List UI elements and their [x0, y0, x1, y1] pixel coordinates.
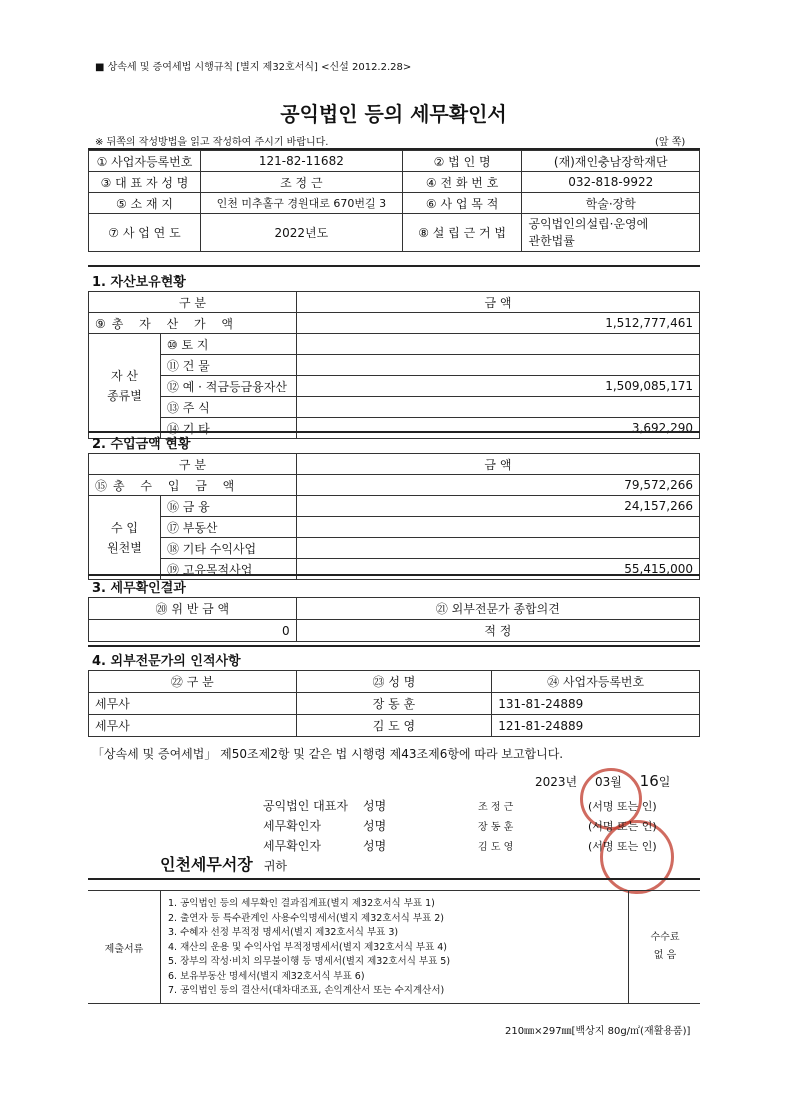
report-text: 「상속세 및 증여세법」 제50조제2항 및 같은 법 시행령 제43조제6항에 따라 보고합니다.: [92, 747, 564, 761]
signer-row: 공익법인 대표자 성명 조 정 근 (서명 또는 인): [263, 799, 657, 813]
expert-name: 김 도 영: [296, 715, 492, 737]
asset-col-type: 구 분: [89, 292, 297, 313]
corp-name-label: ② 법 인 명: [402, 151, 522, 172]
attachment-item: 7. 공익법인 등의 결산서(대차대조표, 손익계산서 또는 수지계산서): [168, 985, 445, 996]
fee-label: 수수료: [650, 932, 680, 943]
corp-name-value: (재)재인충남장학재단: [522, 151, 700, 172]
address-label: ⑤ 소 재 지: [89, 193, 201, 214]
income-col-type: 구 분: [89, 454, 297, 475]
signer-row: 세무확인자 성명 김 도 영 (서명 또는 인): [263, 839, 657, 853]
attachment-item: 2. 출연자 등 특수관계인 사용수익명세서(별지 제32호서식 부표 2): [168, 912, 444, 924]
paper-spec-footer: 210㎜×297㎜[백상지 80g/㎡(재활용품)]: [505, 1026, 691, 1037]
basic-info-table: [88, 150, 700, 252]
attachment-item: 4. 재산의 운용 및 수익사업 부적정명세서(별지 제32호서식 부표 4): [168, 941, 448, 953]
reg-no-label: ① 사업자등록번호: [89, 151, 201, 172]
income-col-amount: 금 액: [296, 454, 699, 475]
recipient: 인천세무서장 귀하: [160, 855, 288, 874]
rep-value: 조 정 근: [200, 172, 402, 193]
address-value: 인천 미추홀구 경원대로 670번길 3: [200, 193, 402, 214]
attachments-label: 제출서류: [88, 891, 161, 1003]
expert-type: 세무사: [89, 693, 297, 715]
expert-type: 세무사: [89, 715, 297, 737]
instruction: ※ 뒤쪽의 작성방법을 읽고 작성하여 주시기 바랍니다.: [95, 137, 329, 148]
asset-row-label: ⑫ 예 · 적금등금융자산: [160, 376, 296, 397]
attachment-item: 1. 공익법인 등의 세무확인 결과집계표(별지 제32호서식 부표 1): [168, 898, 435, 909]
basis-value: 공익법인의설립·운영에 관한법률: [522, 214, 700, 252]
tel-value: 032-818-9922: [522, 172, 700, 193]
income-row-value: [296, 517, 699, 538]
opinion-label: ㉑ 외부전문가 종합의견: [296, 598, 699, 620]
income-row-label: ⑯ 금 융: [160, 496, 296, 517]
attachment-item: 6. 보유부동산 명세서(별지 제32호서식 부표 6): [168, 970, 365, 982]
rep-label: ③ 대 표 자 성 명: [89, 172, 201, 193]
total-assets-label: ⑨총 자 산 가 액: [89, 313, 297, 334]
asset-row-value: [296, 334, 699, 355]
expert-col-type: ㉒ 구 분: [89, 671, 297, 693]
basis-label: ⑧ 설 립 근 거 법: [402, 214, 522, 252]
asset-table: [88, 291, 700, 439]
asset-col-amount: 금 액: [296, 292, 699, 313]
expert-table: [88, 670, 700, 737]
asset-row-label: ⑬ 주 식: [160, 397, 296, 418]
total-assets-value: 1,512,777,461: [296, 313, 699, 334]
page-title: 공익법인 등의 세무확인서: [280, 102, 507, 126]
tax-result-table: [88, 597, 700, 642]
report-date: 2023년 03월 16일: [535, 772, 671, 790]
purpose-value: 학술·장학: [522, 193, 700, 214]
expert-reg: 131-81-24889: [492, 693, 700, 715]
income-row-label: ⑰ 부동산: [160, 517, 296, 538]
page-side: (앞 쪽): [655, 137, 686, 148]
section2-title: 2. 수입금액 현황: [92, 437, 191, 452]
asset-row-value: 3,692,290: [296, 418, 699, 439]
income-row-value: [296, 538, 699, 559]
asset-row-value: [296, 355, 699, 376]
section1-title: 1. 자산보유현황: [92, 275, 186, 290]
purpose-label: ⑥ 사 업 목 적: [402, 193, 522, 214]
asset-row-label: ⑩ 토 지: [160, 334, 296, 355]
year-value: 2022년도: [200, 214, 402, 252]
income-row-label: ⑱ 기타 수익사업: [160, 538, 296, 559]
asset-row-value: [296, 397, 699, 418]
total-income-label: ⑮총 수 입 금 액: [89, 475, 297, 496]
expert-col-reg: ㉔ 사업자등록번호: [492, 671, 700, 693]
violation-value: 0: [89, 620, 297, 642]
section4-title: 4. 외부전문가의 인적사항: [92, 654, 241, 669]
asset-row-value: 1,509,085,171: [296, 376, 699, 397]
fee-box: [628, 891, 701, 1003]
asset-row-label: ⑪ 건 물: [160, 355, 296, 376]
expert-col-name: ㉓ 성 명: [296, 671, 492, 693]
asset-group-label: 자 산 종류별: [89, 334, 161, 439]
opinion-value: 적 정: [296, 620, 699, 642]
signer-row: 세무확인자 성명 장 동 훈 (서명 또는 인): [263, 819, 657, 833]
asset-row-label: ⑭ 기 타: [160, 418, 296, 439]
income-row-value: 55,415,000: [296, 559, 699, 580]
violation-label: ⑳ 위 반 금 액: [89, 598, 297, 620]
income-row-label: ⑲ 고유목적사업: [160, 559, 296, 580]
attachment-item: 5. 장부의 작성·비치 의무불이행 등 명세서(별지 제32호서식 부표 5): [168, 956, 451, 967]
fee-value: 없 음: [653, 950, 677, 961]
expert-reg: 121-81-24889: [492, 715, 700, 737]
attachment-item: 3. 수혜자 선정 부적정 명세서(별지 제32호서식 부표 3): [168, 927, 399, 938]
expert-name: 장 동 훈: [296, 693, 492, 715]
header-note: ■ 상속세 및 증여세법 시행규칙 [별지 제32호서식] <신설 2012.2.28>: [95, 62, 412, 73]
tel-label: ④ 전 화 번 호: [402, 172, 522, 193]
income-row-value: 24,157,266: [296, 496, 699, 517]
section3-title: 3. 세무확인결과: [92, 581, 186, 596]
total-income-value: 79,572,266: [296, 475, 699, 496]
attachments-box: [88, 890, 700, 1004]
reg-no-value: 121-82-11682: [200, 151, 402, 172]
income-table: [88, 453, 700, 580]
income-group-label: 수 입 원천별: [89, 496, 161, 580]
attachments-list: [168, 897, 450, 999]
year-label: ⑦ 사 업 연 도: [89, 214, 201, 252]
